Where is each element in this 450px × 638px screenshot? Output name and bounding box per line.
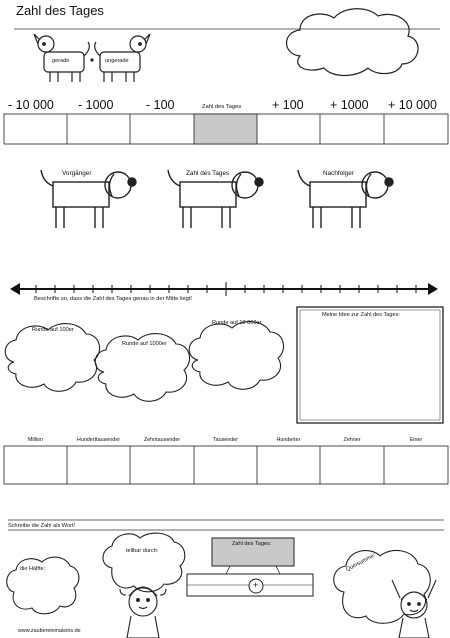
header-cloud xyxy=(287,9,419,76)
successor-dog xyxy=(298,170,393,228)
zdt-box-label: Zahl des Tages: xyxy=(232,541,272,547)
pv-thousands: Tausender xyxy=(212,437,239,443)
number-line xyxy=(10,282,438,296)
op-minus-1000: - 1000 xyxy=(78,98,114,112)
day-number-dog xyxy=(168,170,263,228)
op-plus-100: + 100 xyxy=(272,98,304,112)
round-1000-label: Runde auf 1000er xyxy=(122,341,167,347)
op-minus-10000: - 10 000 xyxy=(8,98,54,112)
number-line-caption: Beschrifte so, dass die Zahl des Tages genau in der Mitte liegt! xyxy=(34,296,192,302)
odd-label: ungerade xyxy=(105,58,129,64)
predecessor-label: Vorgänger xyxy=(62,170,92,177)
plus-sign: + xyxy=(253,580,259,590)
idea-label: Meine Idee zur Zahl des Tages: xyxy=(322,312,400,318)
pv-ones: Einer xyxy=(409,437,423,443)
even-label: gerade xyxy=(52,58,70,64)
day-number-dog-label: Zahl des Tages xyxy=(186,170,230,177)
pv-tens: Zehner xyxy=(343,437,361,443)
digit-sum-cloud xyxy=(334,550,431,623)
girl-figure-right xyxy=(392,580,436,638)
website-footer: www.zaubereinmaleins.de xyxy=(18,628,81,634)
round-100-cloud xyxy=(5,324,99,392)
round-100-label: Runde auf 100er xyxy=(32,327,74,333)
pv-hundred-thousands: Hunderttausender xyxy=(76,437,121,443)
page-title: Zahl des Tages xyxy=(16,3,104,18)
round-10000-cloud xyxy=(189,322,283,390)
op-day-number: Zahl des Tages xyxy=(202,104,242,110)
predecessor-dog xyxy=(41,170,136,228)
op-minus-100: - 100 xyxy=(146,98,175,112)
divisible-label: teilbar durch: xyxy=(126,548,159,554)
pv-million: Million xyxy=(27,437,44,443)
successor-label: Nachfolger xyxy=(323,170,354,177)
digit-sum-label: Quersumme: xyxy=(345,552,377,573)
write-word-label: Schreibe die Zahl als Wort! xyxy=(8,523,76,529)
pv-ten-thousands: Zehntausender xyxy=(143,437,181,443)
divisible-cloud xyxy=(103,533,185,592)
girl-figure-left xyxy=(120,587,166,638)
op-plus-10000: + 10 000 xyxy=(388,98,438,112)
op-plus-1000: + 1000 xyxy=(330,98,369,112)
round-10000-label: Runde auf 10 000er xyxy=(212,320,262,326)
half-label: die Hälfte: xyxy=(20,566,46,572)
pv-hundreds: Hunderter xyxy=(276,437,301,443)
